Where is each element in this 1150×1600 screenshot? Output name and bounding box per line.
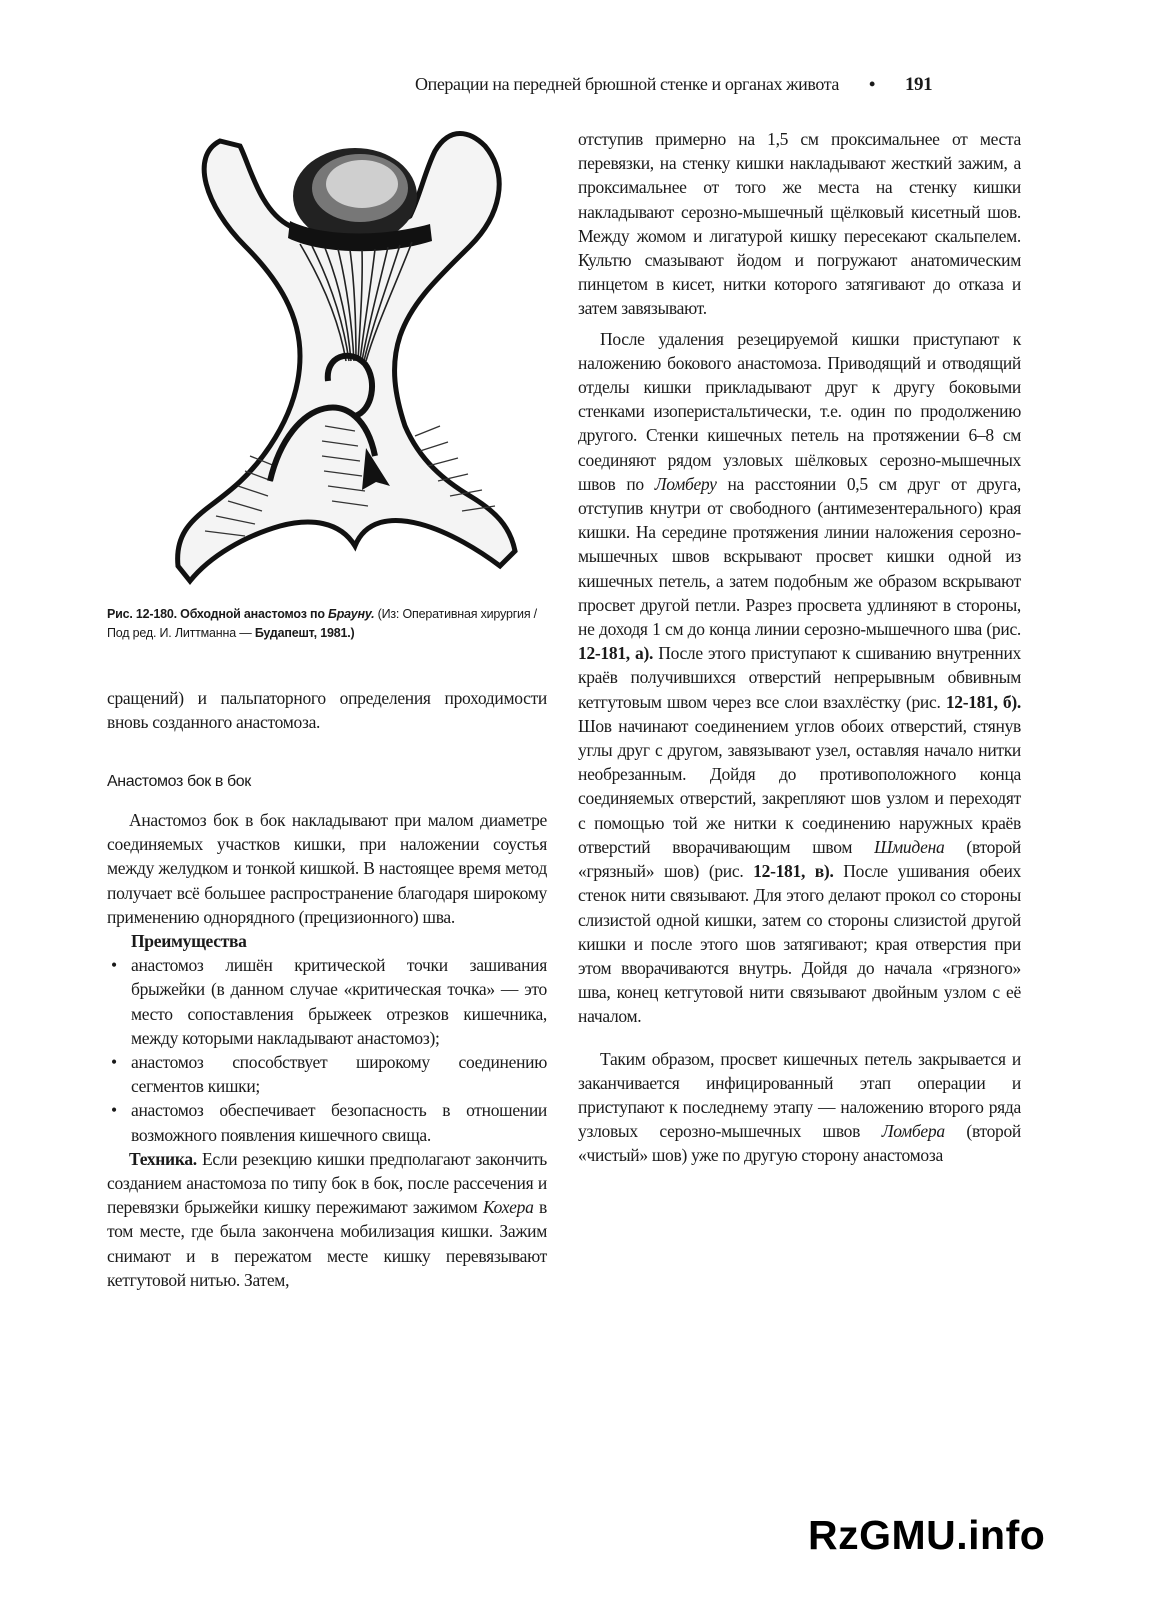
right-column-body [578,127,1021,1168]
paragraph-3 [578,1047,1021,1168]
left-column-continuation [107,686,547,734]
figure-ref-c: 12-181, в). [753,861,834,882]
list-item: • анастомоз лишён критической точки зашивания брыжейки (в данном случае «критическая точка» — это место сопоставления брыжеек отрезков кишечника, между которыми накладывают анастомоз); [107,953,547,1050]
continuation-paragraph: сращений) и пальпаторного определения проходимости вновь созданного анастомоза. [107,688,547,733]
p3-text-b: (второй «чистый» шов) уже по другую сторону анастомоза [578,1121,1021,1166]
page-number: 191 [904,74,933,95]
paragraph-2 [578,327,1021,1029]
advantages-list [107,953,547,1147]
list-item: • анастомоз обеспечивает безопасность в отношении возможного появления кишечного свища. [107,1098,547,1146]
p2-text-a: После удаления резецируемой кишки приступают к наложению бокового анастомоза. Приводящий и отводящий отделы кишки прикладывают друг к другу боковыми стенками изоперистальтически, т.е. один по продолжению другого. Стенки кишечных петель на протяжении 6–8 см соединяют рядом узловых шёлковых серозно-мышечных швов по [578,328,1021,494]
author-lembert: Ломберу [654,473,717,494]
p2-text-d: Шов начинают соединением углов обоих отверстий, стянув углы друг с другом, завязывают узел, оставляя начало нитки необрезанным. Дойдя до противоположного конца соединяемых отверстий, закрепляют шов узлом и переходят с помощью той же нитки к соединению наружных краёв отверстий вворачивающим швом [578,715,1021,857]
figure-ref-a: 12-181, а). [578,643,654,664]
list-item: • анастомоз способствует широкому соединению сегментов кишки; [107,1050,547,1098]
figure-ref-b: 12-181, б). [945,691,1021,712]
technique-paragraph [107,1147,547,1292]
p2-text-c: После этого приступают к сшиванию внутренних краёв получившихся отверстий непрерывным обвивным кетгутовым швом через все слои взахлёстку (рис. [578,643,1021,712]
caption-label: Рис. 12-180. Обходной анастомоз по [107,607,329,621]
p2-text-f: После ушивания обеих стенок нити связывают. Для этого делают прокол со стороны слизистой одной кишки, затем со стороны слизистой другой кишки и после этого шов затягивают; края отверстия при этом вворачиваются внутрь. Дойдя до начала «грязного» шва, конец кетгутовой нити связывают двойным узлом с её началом. [578,861,1021,1027]
author-schmieden: Шмидена [874,836,945,857]
site-watermark: RzGMU.info [808,1512,1046,1558]
figure-caption [107,605,547,643]
caption-author: Брауну. [328,607,375,621]
technique-label: Техника. [129,1148,197,1169]
technique-text-continued: в том месте, где была закончена мобилизация кишки. Зажим снимают и в пережатом месте кишку перевязывают кетгутовой нитью. Затем, [107,1197,547,1290]
caption-source-place: Будапешт, 1981.) [254,626,355,640]
author-kocher: Кохера [482,1197,534,1218]
advantages-title: Преимущества [131,931,247,952]
caption-source: (Из: Оперативная хирургия / Под ред. И. Литтманна — [107,607,537,640]
intro-paragraph: Анастомоз бок в бок накладывают при малом диаметре соединяемых участков кишки, при наложении соустья между желудком и тонкой кишкой. В настоящее время метод получает всё большее распространение благодаря широкому применению однорядного (прецизионного) шва. [107,810,547,927]
section-title: Анастомоз бок в бок [107,773,251,790]
running-header [415,74,1020,102]
left-column-body [107,808,547,1292]
author-lembert-2: Ломбера [881,1121,945,1142]
p3-text-a: Таким образом, просвет кишечных петель закрывается и заканчивается инфицированный этап операции и приступают к последнему этапу — наложению второго ряда узловых серозно-мышечных швов [578,1048,1021,1142]
header-bullet: • [869,74,875,94]
p2-text-b: на расстоянии 0,5 см друг от друга, отступив кнутри от свободного (антимезентерального) края кишки. На середине протяжения линии наложения серозно-мышечных швов вскрывают просвет кишки одной из кишечных петель, а затем подобным же образом вскрывают просвет другой петли. Разрез просвета удлиняют в стороны, не доходя 1 см до конца линии серозно-мышечного шва (рис. [578,473,1021,640]
p2-text-e: (второй «грязный» шов) (рис. [578,836,1021,882]
technique-text: Если резекцию кишки предполагают закончить созданием анастомоза по типу бок в бок, после рассечения и перевязки брыжейки кишку пережимают зажимом [107,1148,547,1218]
paragraph-1: отступив примерно на 1,5 см проксимальнее от места перевязки, на стенку кишки накладывают жесткий зажим, а проксимальнее от того же места на стенку кишки накладывают серозно-мышечный щёлковый кисетный шов. Между жомом и лигатурой кишку пересекают скальпелем. Культю смазывают йодом и погружают анатомическим пинцетом в кисет, нитки которого затягивают до отказа и затем завязывают. [578,129,1021,319]
braun-anastomosis-illustration [150,126,535,596]
running-title: Операции на передней брюшной стенке и органах живота [415,74,840,94]
